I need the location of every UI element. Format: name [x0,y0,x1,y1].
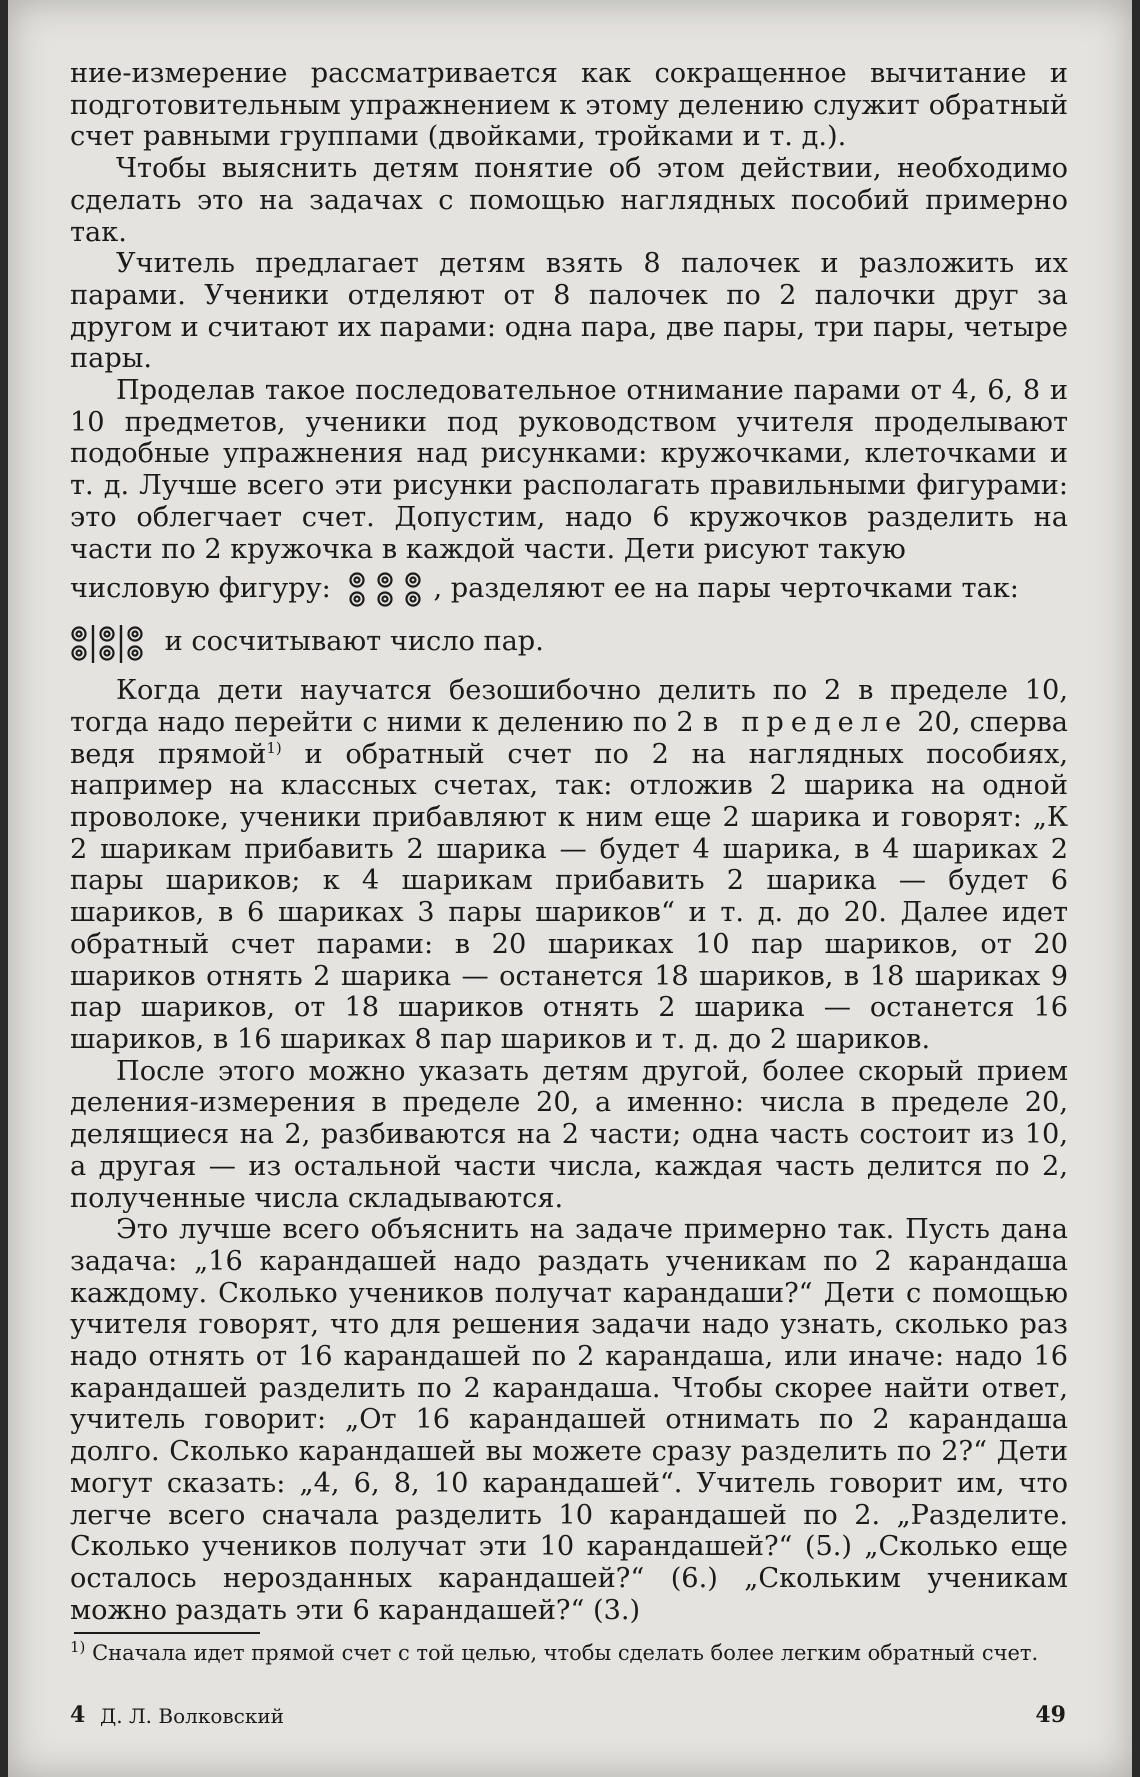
paragraph-1: ние-измерение рассматривается как сокращенное вычитание и подготовительным упражнением к этому делению служит обратный счет равными группами (двойками, тройками и т. д.). [70,58,1068,153]
figure-line-1 [70,565,1068,613]
footnote-text: Сначала идет прямой счет с той целью, чтобы сделать более легким обратный счет. [85,1641,1039,1665]
paragraph-5-part3: и обратный счет по 2 на наглядных пособиях, например на классных счетах, так: отложив 2 шарика на одной проволоке, ученики прибавляют к ним еще 2 шарика и говорят: „К 2 шарикам прибавить 2 шарика — будет 4 шарика, в 4 шариках 2 пары шариков; к 4 шарикам прибавить 2 шарика — будет 6 шариков, в 6 шариках 3 пары шариков“ и т. д. до 20. Далее идет обратный счет парами: в 20 шариках 10 пар шариков, от 20 шариков отнять 2 шарика — останется 18 шариков, в 18 шариках 9 пар шариков, от 18 шариков отнять 2 шарика — останется 16 шариков, в 16 шариках 8 пар шариков и т. д. до 2 шариков. [70,738,1068,1055]
paragraph-5-spaced: в пределе [702,706,909,738]
paragraph-5 [70,675,1068,1055]
paragraph-5-part1: Когда дети научатся безошибочно делить по 2 в пределе 10, тогда надо перейти с ними к делению по 2 [70,675,1068,738]
figure-line-1-after: , разделяют ее на пары черточками так: [433,573,1019,605]
footnote-reference[interactable]: 1) [266,738,282,757]
footnote [70,1640,1068,1666]
paragraph-5-part2: 20, сперва ведя прямой [70,706,1068,770]
paragraph-2: Чтобы выяснить детям понятие об этом действии, необходимо сделать это на задачах с помощью наглядных пособий примерно так. [70,153,1068,248]
book-page [8,0,1132,1777]
page-number: 49 [1035,1702,1066,1728]
paragraph-6: После этого можно указать детям другой, более скорый прием деления-измерения в пределе 20, а именно: числа в пределе 20, делящиеся на 2, разбиваются на 2 части; одна часть состоит из 10, а другая — из остальной части числа, каждая часть делится по 2, полученные числа складываются. [70,1055,1068,1214]
paragraph-3: Учитель предлагает детям взять 8 палочек и разложить их парами. Ученики отделяют от 8 палочек по 2 палочки друг за другом и считают их парами: одна пара, две пары, три пары, четыре пары. [70,248,1068,375]
figure-line-2-after: и сосчитывают число пар. [156,626,544,658]
main-text [70,58,1068,1626]
circle-figure-icon [347,570,425,610]
author-name: Д. Л. Волковский [100,1704,284,1728]
footnote-marker: 1) [70,1638,86,1656]
footnote-rule [74,1632,260,1634]
paragraph-4: Проделав такое последовательное отнимание парами от 4, 6, 8 и 10 предметов, ученики под руководством учителя проделывают подобные упражнения над рисунками: кружочками, клеточками и т. д. Лучше всего эти рисунки располагать правильными фигурами: это облегчает счет. Допустим, надо 6 кружочков разделить на части по 2 кружочка в каждой части. Дети рисуют такую [70,375,1068,565]
figure-line-1-before: числовую фигуру: [70,573,331,605]
page-footer [70,1702,1068,1734]
paragraph-7: Это лучше всего объяснить на задаче примерно так. Пусть дана задача: „16 карандашей надо раздать ученикам по 2 карандаша каждому. Сколько учеников получат карандаши?“ Дети с помощью учителя говорят, что для решения задачи надо узнать, сколько раз надо отнять от 16 карандашей по 2 карандаша, или иначе: надо 16 карандашей разделить по 2 карандаша. Чтобы скорее найти ответ, учитель говорит: „От 16 карандашей отнимать по 2 карандаша долго. Сколько карандашей вы можете сразу разделить по 2?“ Дети могут сказать: „4, 6, 8, 10 карандашей“. Учитель говорит им, что легче всего сначала разделить 10 карандашей по 2. „Разделите. Сколько учеников получат эти 10 карандашей?“ (5.) „Сколько еще осталось нерозданных карандашей?“ (6.) „Скольким ученикам можно раздать эти 6 карандашей?“ (3.) [70,1214,1068,1626]
circle-figure-divided-icon [70,623,148,663]
signature-mark: 4 [70,1702,86,1728]
figure-line-2 [70,613,1068,671]
